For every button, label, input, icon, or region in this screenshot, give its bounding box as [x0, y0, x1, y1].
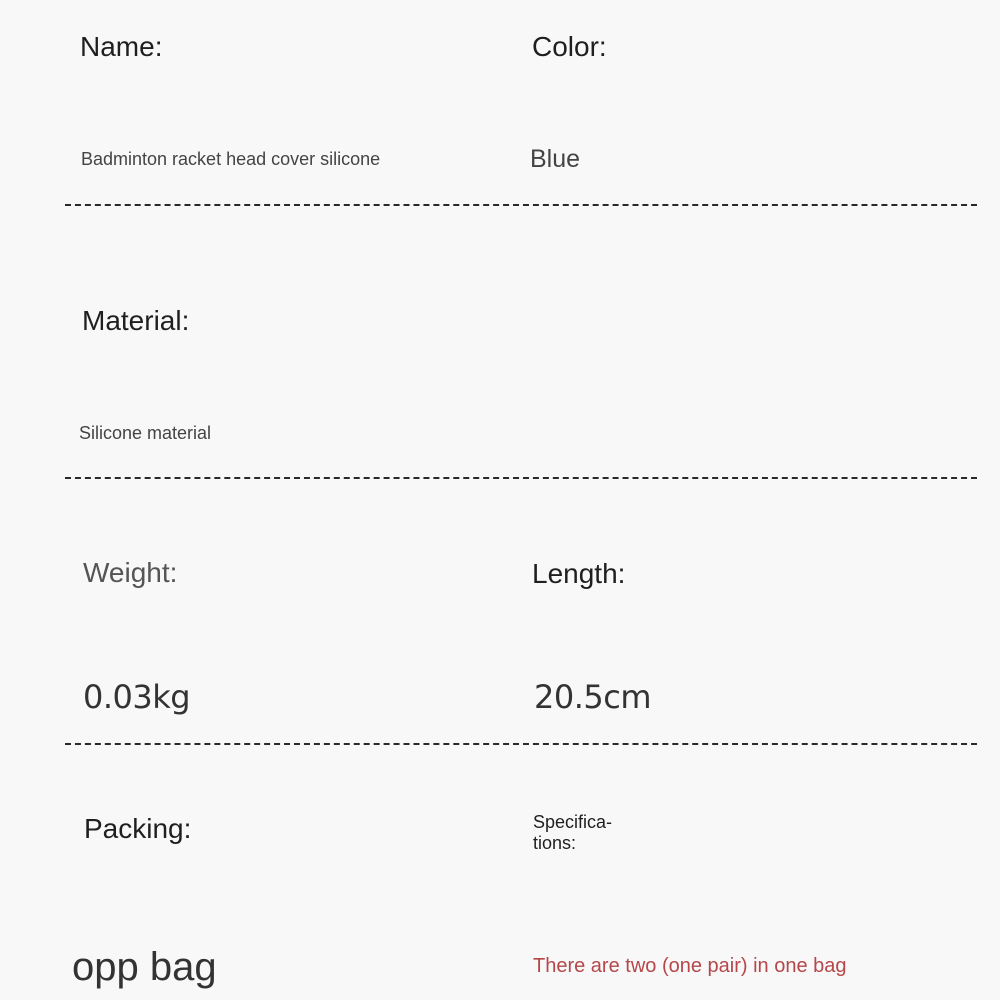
color-label: Color:: [532, 31, 607, 62]
length-label: Length:: [532, 558, 626, 589]
weight-label: Weight:: [83, 557, 178, 588]
section-divider-3: [65, 743, 977, 745]
weight-value: 0.03kg: [83, 678, 191, 716]
name-label: Name:: [80, 31, 163, 62]
specifications-label: [533, 812, 643, 854]
specifications-value: There are two (one pair) in one bag: [533, 955, 847, 977]
section-divider-1: [65, 204, 977, 206]
packing-label: Packing:: [84, 813, 192, 844]
specifications-label-line-2: tions:: [533, 833, 577, 853]
color-value: Blue: [530, 145, 581, 173]
material-value: Silicone material: [79, 423, 212, 443]
length-value: 20.5cm: [534, 678, 652, 716]
specifications-label-line-1: Specifica-: [533, 812, 613, 832]
packing-value: opp bag: [72, 945, 217, 989]
material-label: Material:: [82, 305, 190, 336]
section-divider-2: [65, 477, 977, 479]
name-value: Badminton racket head cover silicone: [81, 149, 381, 169]
